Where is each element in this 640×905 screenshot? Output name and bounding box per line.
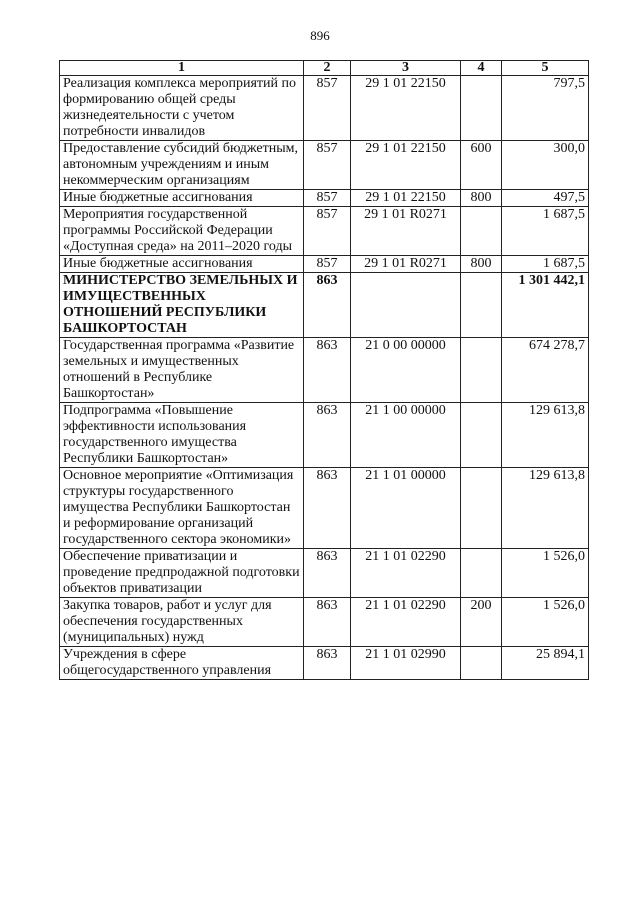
row-admin-code: 857	[304, 207, 351, 256]
table-row	[60, 598, 589, 647]
table-row	[60, 549, 589, 598]
row-amount: 674 278,7	[502, 338, 589, 403]
row-amount: 1 301 442,1	[502, 273, 589, 338]
header-col-3: 3	[351, 61, 461, 76]
row-amount: 1 526,0	[502, 598, 589, 647]
row-admin-code: 863	[304, 549, 351, 598]
row-expense-type	[461, 647, 502, 680]
budget-table	[59, 60, 589, 680]
row-target-code: 21 1 01 02290	[351, 598, 461, 647]
row-admin-code: 863	[304, 338, 351, 403]
row-target-code: 29 1 01 22150	[351, 141, 461, 190]
table-row	[60, 256, 589, 273]
row-admin-code: 863	[304, 647, 351, 680]
row-expense-type	[461, 207, 502, 256]
header-col-5: 5	[502, 61, 589, 76]
row-target-code: 29 1 01 22150	[351, 190, 461, 207]
row-expense-type: 800	[461, 190, 502, 207]
row-name: Обеспечение приватизации и проведение предпродажной подготовки объектов приватизации	[60, 549, 304, 598]
row-expense-type: 800	[461, 256, 502, 273]
table-row	[60, 403, 589, 468]
row-admin-code: 857	[304, 256, 351, 273]
row-amount: 497,5	[502, 190, 589, 207]
table-row	[60, 207, 589, 256]
row-amount: 300,0	[502, 141, 589, 190]
table-row	[60, 190, 589, 207]
header-col-2: 2	[304, 61, 351, 76]
row-admin-code: 857	[304, 76, 351, 141]
table-row	[60, 273, 589, 338]
row-target-code: 21 1 01 00000	[351, 468, 461, 549]
row-expense-type	[461, 273, 502, 338]
row-name: МИНИСТЕРСТВО ЗЕМЕЛЬНЫХ И ИМУЩЕСТВЕННЫХ ОТНОШЕНИЙ РЕСПУБЛИКИ БАШКОРТОСТАН	[60, 273, 304, 338]
header-col-4: 4	[461, 61, 502, 76]
header-col-1: 1	[60, 61, 304, 76]
row-name: Государственная программа «Развитие земельных и имущественных отношений в Республике Башкортостан»	[60, 338, 304, 403]
row-admin-code: 857	[304, 190, 351, 207]
table-row	[60, 141, 589, 190]
row-name: Реализация комплекса мероприятий по формированию общей среды жизнедеятельности с учетом потребности инвалидов	[60, 76, 304, 141]
table-row	[60, 338, 589, 403]
row-target-code	[351, 273, 461, 338]
row-target-code: 21 1 00 00000	[351, 403, 461, 468]
row-name: Основное мероприятие «Оптимизация структуры государственного имущества Республики Башкортостан и реформирование организаций государственного сектора экономики»	[60, 468, 304, 549]
page-number: 896	[310, 28, 330, 43]
row-target-code: 21 1 01 02990	[351, 647, 461, 680]
row-name: Подпрограмма «Повышение эффективности использования государственного имущества Республики Башкортостан»	[60, 403, 304, 468]
table-body	[60, 76, 589, 680]
row-expense-type: 600	[461, 141, 502, 190]
row-expense-type	[461, 549, 502, 598]
row-amount: 129 613,8	[502, 403, 589, 468]
row-amount: 129 613,8	[502, 468, 589, 549]
row-name: Предоставление субсидий бюджетным, автономным учреждениям и иным некоммерческим организациям	[60, 141, 304, 190]
row-target-code: 29 1 01 22150	[351, 76, 461, 141]
row-admin-code: 863	[304, 598, 351, 647]
row-expense-type: 200	[461, 598, 502, 647]
row-amount: 1 687,5	[502, 207, 589, 256]
row-target-code: 21 0 00 00000	[351, 338, 461, 403]
row-target-code: 29 1 01 R0271	[351, 207, 461, 256]
row-amount: 797,5	[502, 76, 589, 141]
row-expense-type	[461, 403, 502, 468]
row-name: Иные бюджетные ассигнования	[60, 256, 304, 273]
table-header-row	[60, 61, 589, 76]
row-amount: 1 526,0	[502, 549, 589, 598]
row-amount: 1 687,5	[502, 256, 589, 273]
row-name: Учреждения в сфере общегосударственного управления	[60, 647, 304, 680]
table-row	[60, 647, 589, 680]
table-row	[60, 468, 589, 549]
row-expense-type	[461, 76, 502, 141]
row-admin-code: 863	[304, 468, 351, 549]
table-row	[60, 76, 589, 141]
row-expense-type	[461, 338, 502, 403]
row-admin-code: 863	[304, 273, 351, 338]
row-name: Мероприятия государственной программы Российской Федерации «Доступная среда» на 2011–2020 годы	[60, 207, 304, 256]
row-admin-code: 863	[304, 403, 351, 468]
row-expense-type	[461, 468, 502, 549]
row-amount: 25 894,1	[502, 647, 589, 680]
row-name: Закупка товаров, работ и услуг для обеспечения государственных (муниципальных) нужд	[60, 598, 304, 647]
row-name: Иные бюджетные ассигнования	[60, 190, 304, 207]
row-admin-code: 857	[304, 141, 351, 190]
row-target-code: 29 1 01 R0271	[351, 256, 461, 273]
row-target-code: 21 1 01 02290	[351, 549, 461, 598]
